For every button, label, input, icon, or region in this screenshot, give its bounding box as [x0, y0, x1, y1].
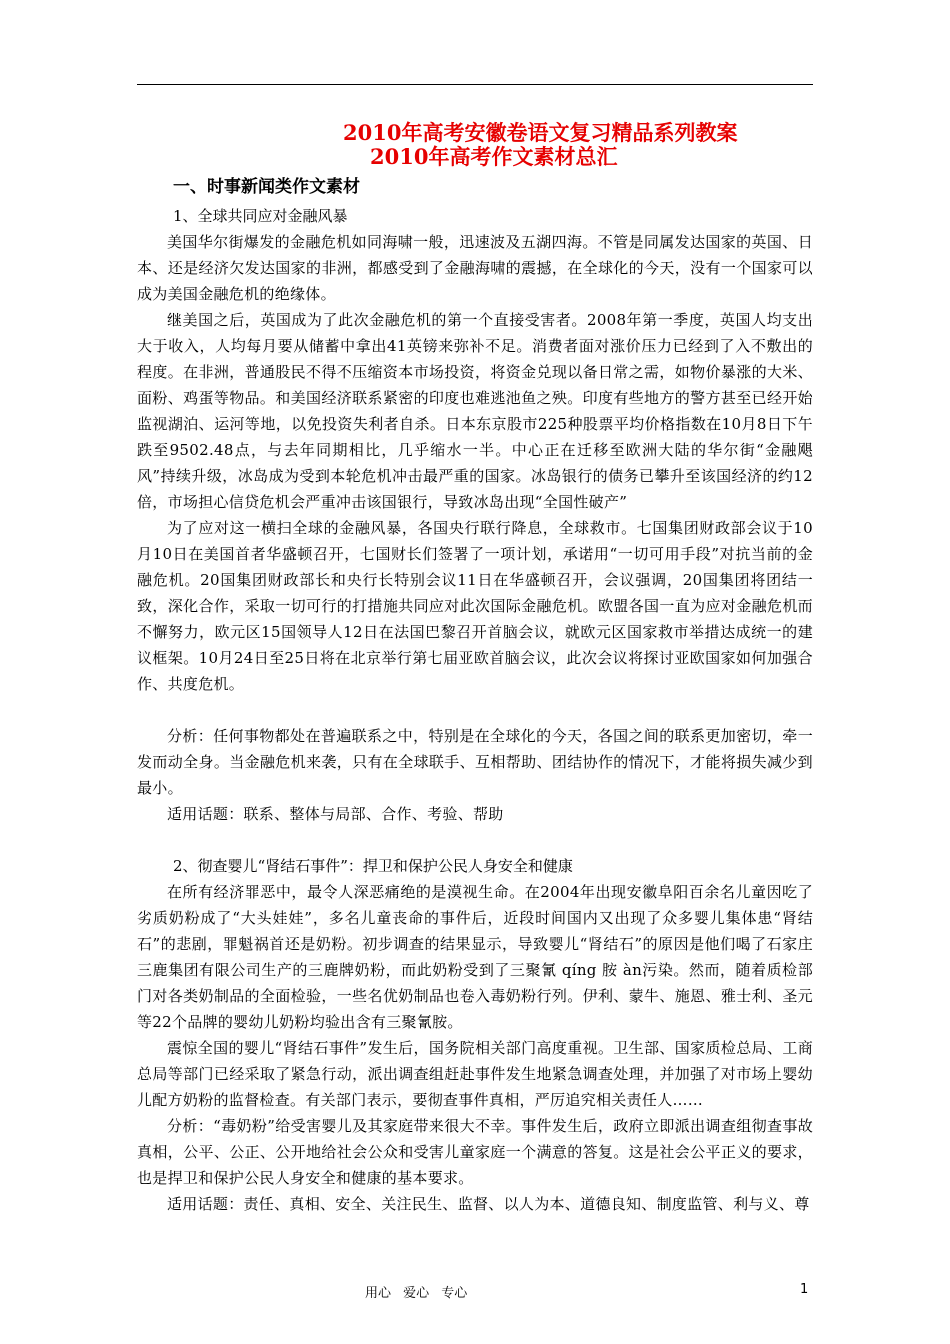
item-2-paragraph: 震惊全国的婴儿“肾结石事件”发生后，国务院相关部门高度重视。卫生部、国家质检总局、工商总局等部门已经采取了紧急行动，派出调查组赶赴事件发生地紧急调查处理，并加强了对市场上婴幼儿配方奶粉的监督检查。有关部门表示，要彻查事件真相，严厉追究相关责任人…… — [137, 1039, 813, 1109]
page-footer — [0, 1282, 950, 1302]
spacer — [137, 827, 813, 853]
document-page — [137, 96, 813, 1217]
item-2-topics: 适用话题：责任、真相、安全、关注民生、监督、以人为本、道德良知、制度监管、利与义、尊 — [167, 1195, 810, 1213]
spacer — [137, 697, 813, 723]
document-title: 2010年高考安徽卷语文复习精品系列教案 — [343, 120, 738, 145]
item-1-paragraph: 为了应对这一横扫全球的金融风暴，各国央行联行降息，全球救市。七国集团财政部会议于10月10日在美国首者华盛顿召开，七国财长们签署了一项计划，承诺用“一切可用手段”对抗当前的金融危机。20国集团财政部长和央行长特别会议11日在华盛顿召开，会议强调，20国集团将团结一致，深化合作，采取一切可行的打措施共同应对此次国际金融危机。欧盟各国一直为应对金融危机而不懈努力，欧元区15国领导人12日在法国巴黎召开首脑会议，就欧元区国家救市举措达成统一的建议框架。10月24日至25日将在北京举行第七届亚欧首脑会议，此次会议将探讨亚欧国家如何加强合作、共度危机。 — [137, 519, 813, 693]
item-1-analysis: 分析：任何事物都处在普遍联系之中，特别是在全球化的今天，各国之间的联系更加密切，牵一发而动全身。当金融危机来袭，只有在全球联手、互相帮助、团结协作的情况下，才能将损失减少到最小。 — [137, 727, 813, 797]
item-1-topics: 适用话题：联系、整体与局部、合作、考验、帮助 — [167, 805, 504, 823]
footer-text: 用心 爱心 专心 — [365, 1286, 468, 1301]
page-number: 1 — [800, 1282, 809, 1297]
document-subtitle: 2010年高考作文素材总汇 — [370, 144, 618, 169]
item-2-analysis: 分析：“毒奶粉”给受害婴儿及其家庭带来很大不幸。事件发生后，政府立即派出调查组彻查事故真相，公平、公正、公开地给社会公众和受害儿童家庭一个满意的答复。这是社会公平正义的要求，也是捍卫和保护公民人身安全和健康的基本要求。 — [137, 1117, 813, 1187]
item-2-title: 2、彻查婴儿“肾结石事件”：捍卫和保护公民人身安全和健康 — [173, 857, 573, 875]
section-heading: 一、时事新闻类作文素材 — [173, 177, 360, 197]
header-rule — [137, 84, 813, 85]
item-1-title: 1、全球共同应对金融风暴 — [173, 207, 348, 225]
item-1-paragraph: 美国华尔街爆发的金融危机如同海啸一般，迅速波及五湖四海。不管是同属发达国家的英国、日本、还是经济欠发达国家的非洲，都感受到了金融海啸的震撼，在全球化的今天，没有一个国家可以成为美国金融危机的绝缘体。 — [137, 233, 813, 303]
item-1-paragraph: 继美国之后，英国成为了此次金融危机的第一个直接受害者。2008年第一季度，英国人均支出大于收入，人均每月要从储蓄中拿出41英镑来弥补不足。消费者面对涨价压力已经到了入不敷出的程度。在非洲，普通股民不得不压缩资本市场投资，将资金兑现以备日常之需，如物价暴涨的大米、面粉、鸡蛋等物品。和美国经济联系紧密的印度也难逃池鱼之殃。印度有些地方的警方甚至已经开始监视湖泊、运河等地，以免投资失利者自杀。日本东京股市225种股票平均价格指数在10月8日下午跌至9502.48点，与去年同期相比，几乎缩水一半。中心正在迁移至欧洲大陆的华尔街“金融飓风”持续升级，冰岛成为受到本轮危机冲击最严重的国家。冰岛银行的债务已攀升至该国经济的约12倍，市场担心信贷危机会严重冲击该国银行，导致冰岛出现“全国性破产” — [137, 311, 813, 511]
item-2-paragraph: 在所有经济罪恶中，最令人深恶痛绝的是漠视生命。在2004年出现安徽阜阳百余名儿童因吃了劣质奶粉成了“大头娃娃”，多名儿童丧命的事件后，近段时间国内又出现了众多婴儿集体患“肾结石”的悲剧，罪魁祸首还是奶粉。初步调查的结果显示，导致婴儿“肾结石”的原因是他们喝了石家庄三鹿集团有限公司生产的三鹿牌奶粉，而此奶粉受到了三聚氰 qíng 胺 àn污染。然而，随着质检部门对各类奶制品的全面检验，一些名优奶制品也卷入毒奶粉行列。伊利、蒙牛、施恩、雅士利、圣元等22个品牌的婴幼儿奶粉均验出含有三聚氰胺。 — [137, 883, 813, 1031]
